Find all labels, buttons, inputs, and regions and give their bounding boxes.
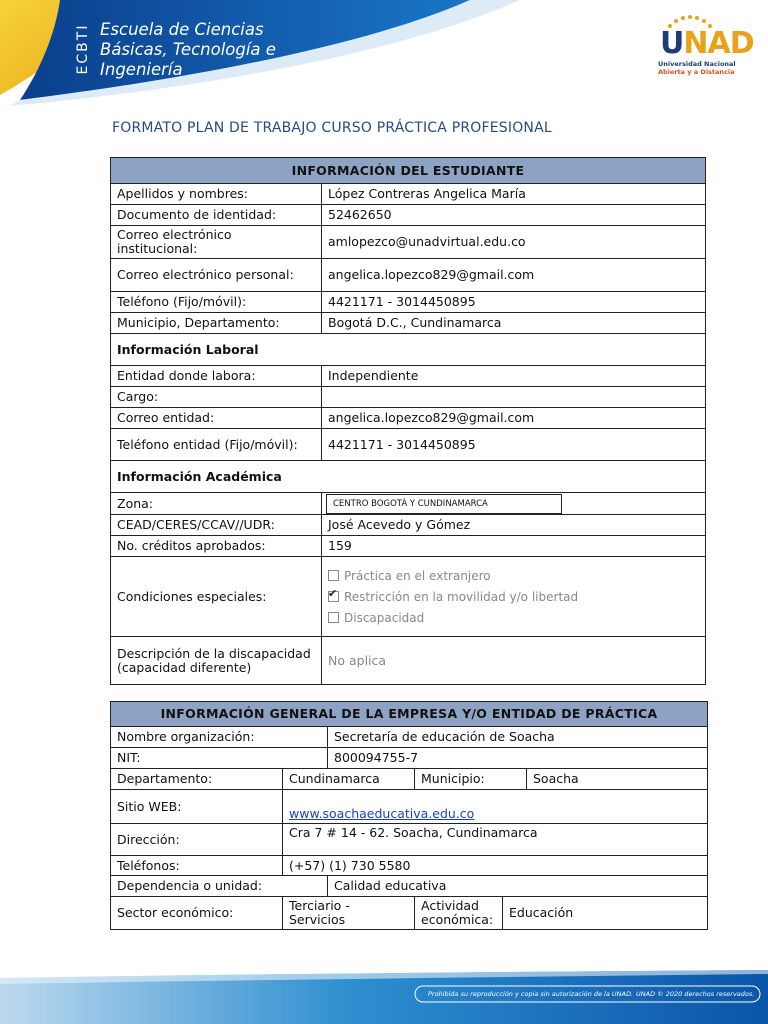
value-dependencia[interactable]: Calidad educativa (328, 876, 708, 897)
value-correo-institucional[interactable]: amlopezco@unadvirtual.edu.co (322, 226, 706, 259)
logo-subtitle-2: Abierta y a Distancia (658, 68, 735, 76)
label-nombres: Apellidos y nombres: (111, 184, 322, 205)
label-creditos: No. créditos aprobados: (111, 536, 322, 557)
logo-wordmark (660, 26, 754, 61)
value-sector[interactable]: Terciario - Servicios (283, 897, 415, 930)
value-creditos[interactable]: 159 (322, 536, 706, 557)
value-nit[interactable]: 800094755-7 (328, 748, 708, 769)
value-correo-entidad[interactable]: angelica.lopezco829@gmail.com (322, 408, 706, 429)
label-documento: Documento de identidad: (111, 205, 322, 226)
condicion-discapacidad[interactable] (328, 611, 699, 625)
ecbti-tag (73, 16, 93, 82)
checkbox-restriccion-icon[interactable] (328, 591, 339, 602)
label-sitio-web: Sitio WEB: (111, 790, 283, 824)
value-nombres[interactable]: López Contreras Angelica María (322, 184, 706, 205)
value-telefono-entidad[interactable]: 4421171 - 3014450895 (322, 429, 706, 461)
value-municipio-empresa[interactable]: Soacha (527, 769, 708, 790)
label-correo-personal: Correo electrónico personal: (111, 259, 322, 292)
condiciones-cell (322, 557, 706, 637)
value-entidad[interactable]: Independiente (322, 366, 706, 387)
logo-letter-u: U (660, 26, 684, 61)
logo-subtitle-1: Universidad Nacional (658, 60, 736, 68)
document-title: FORMATO PLAN DE TRABAJO CURSO PRÁCTICA PROFESIONAL (112, 120, 552, 136)
condicion-restriccion[interactable] (328, 590, 699, 604)
value-direccion[interactable]: Cra 7 # 14 - 62. Soacha, Cundinamarca (283, 824, 708, 856)
logo-letters-nad: NAD (683, 26, 754, 61)
logo-subtitle (658, 60, 736, 76)
checkbox-discapacidad-icon[interactable] (328, 612, 339, 623)
label-correo-institucional: Correo electrónico institucional: (111, 226, 322, 259)
label-sector: Sector económico: (111, 897, 283, 930)
label-organizacion: Nombre organización: (111, 727, 328, 748)
school-name (100, 20, 276, 80)
school-line-3: Ingeniería (100, 60, 183, 79)
label-zona: Zona: (111, 493, 322, 515)
value-telefonos[interactable]: (+57) (1) 730 5580 (283, 856, 708, 876)
footer-notice: Prohibida su reproducción y copia sin autorización de la UNAD. (428, 990, 634, 998)
value-departamento[interactable]: Cundinamarca (283, 769, 415, 790)
student-info-table (110, 157, 706, 685)
label-departamento: Departamento: (111, 769, 283, 790)
label-nit: NIT: (111, 748, 328, 769)
value-organizacion[interactable]: Secretaría de educación de Soacha (328, 727, 708, 748)
label-cargo: Cargo: (111, 387, 322, 408)
label-telefono-entidad: Teléfono entidad (Fijo/móvil): (111, 429, 322, 461)
label-actividad: Actividad económica: (415, 897, 503, 930)
label-municipio: Municipio, Departamento: (111, 313, 322, 334)
company-section-header: INFORMACIÓN GENERAL DE LA EMPRESA Y/O ENTIDAD DE PRÁCTICA (111, 702, 708, 727)
student-section-header: INFORMACIÓN DEL ESTUDIANTE (111, 158, 706, 184)
ecbti-label: ECBTI (75, 23, 91, 75)
condicion-extranjero[interactable] (328, 569, 699, 583)
label-telefono: Teléfono (Fijo/móvil): (111, 292, 322, 313)
header-banner (0, 0, 768, 108)
label-condiciones: Condiciones especiales: (111, 557, 322, 637)
value-correo-personal[interactable]: angelica.lopezco829@gmail.com (322, 259, 706, 292)
condicion-restriccion-label: Restricción en la movilidad y/o libertad (344, 589, 579, 604)
condicion-extranjero-label: Práctica en el extranjero (344, 568, 491, 583)
company-info-table (110, 701, 708, 930)
label-correo-entidad: Correo entidad: (111, 408, 322, 429)
condicion-discapacidad-label: Discapacidad (344, 610, 425, 625)
zona-select[interactable]: CENTRO BOGOTÁ Y CUNDINAMARCA (326, 494, 562, 514)
value-cead[interactable]: José Acevedo y Gómez (322, 515, 706, 536)
label-discapacidad: Descripción de la discapacidad (capacidad diferente) (111, 637, 322, 685)
value-telefono[interactable]: 4421171 - 3014450895 (322, 292, 706, 313)
label-cead: CEAD/CERES/CCAV//UDR: (111, 515, 322, 536)
value-municipio[interactable]: Bogotá D.C., Cundinamarca (322, 313, 706, 334)
label-direccion: Dirección: (111, 824, 283, 856)
value-cargo[interactable] (322, 387, 706, 408)
zona-cell (322, 493, 706, 515)
label-entidad: Entidad donde labora: (111, 366, 322, 387)
label-dependencia: Dependencia o unidad: (111, 876, 328, 897)
label-municipio-empresa: Municipio: (415, 769, 527, 790)
checkbox-extranjero-icon[interactable] (328, 570, 339, 581)
value-discapacidad[interactable]: No aplica (322, 637, 706, 685)
academica-section-title: Información Académica (111, 461, 706, 493)
web-cell (283, 790, 708, 824)
footer-copyright: UNAD © 2020 derechos reservados. (636, 990, 755, 998)
value-actividad[interactable]: Educación (503, 897, 708, 930)
sitio-web-link[interactable]: www.soachaeducativa.edu.co (289, 806, 475, 821)
value-documento[interactable]: 52462650 (322, 205, 706, 226)
unad-logo (656, 14, 754, 82)
school-line-2: Básicas, Tecnología e (100, 40, 276, 59)
label-telefonos: Teléfonos: (111, 856, 283, 876)
school-line-1: Escuela de Ciencias (100, 20, 264, 39)
laboral-section-title: Información Laboral (111, 334, 706, 366)
